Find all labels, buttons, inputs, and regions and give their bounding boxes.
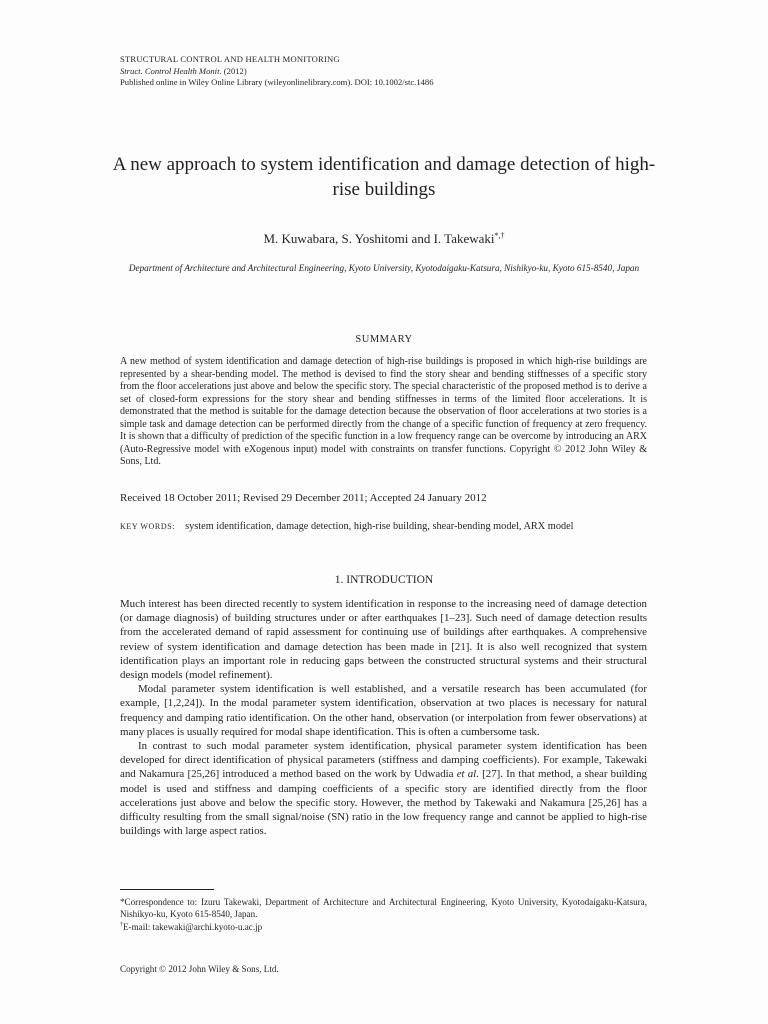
- author-names: M. Kuwabara, S. Yoshitomi and I. Takewaki: [263, 231, 495, 246]
- footnotes: [120, 897, 647, 934]
- author-marks: *,†: [494, 231, 505, 240]
- keywords-label: KEY WORDS:: [120, 522, 176, 531]
- introduction-body: [120, 597, 647, 838]
- journal-citation: [120, 66, 660, 78]
- received-dates: Received 18 October 2011; Revised 29 December 2011; Accepted 24 January 2012: [120, 492, 487, 504]
- intro-paragraph-1: Much interest has been directed recently to system identification in response to the increasing need of damage detection (or damage diagnosis) of building structures under or after earthquakes [1–23]. Such need of damage detection results from the accelerated demand of rapid assessment for continuing use of buildings after earthquakes. A comprehensive review of system identification and damage detection has been made in [21]. It is also well recognized that system identification plays an important role in reducing gaps between the constructed structural systems and their structural design models (model refinement).: [120, 598, 647, 682]
- intro-paragraph-3-part-a: In contrast to such modal parameter system identification, physical parameter system identification has been developed for direct identification of physical parameters (stiffness and damping coefficients). For example, Takewaki and Nakamura [25,26] introduced a method based on the work by Udwadia: [120, 740, 647, 781]
- keywords: [120, 520, 647, 534]
- email-footnote: [120, 920, 647, 934]
- journal-abbrev: Struct. Control Health Monit.: [120, 65, 222, 76]
- affiliation: Department of Architecture and Architectural Engineering, Kyoto University, Kyotodaigaku-Katsura, Nishikyo-ku, Kyoto 615-8540, Japan: [128, 263, 640, 273]
- journal-name: STRUCTURAL CONTROL AND HEALTH MONITORING: [120, 54, 340, 64]
- keywords-text: system identification, damage detection, high-rise building, shear-bending model, ARX model: [185, 521, 574, 532]
- intro-paragraph-3-part-b: [27]. In that method, a shear building model is used and stiffness and damping coefficients of a specific story are identified directly from the floor accelerations just above and below the specific story. However, the method by Takewaki and Nakamura [25,26] has a difficulty resulting from the small signal/noise (SN) ratio in the low frequency range and cannot be applied to high-rise buildings with large aspect ratios.: [120, 768, 647, 838]
- authors: [100, 228, 668, 247]
- intro-paragraph-2: Modal parameter system identification is well established, and a versatile research has been accumulated (for example, [1,2,24]). In the modal parameter system identification, observation at two places is necessary for natural frequency and damping ratio identification. On the other hand, observation (or interpolation from fewer observations) at many places is usually required for modal shape identification. This is often a cumbersome task.: [120, 683, 647, 738]
- intro-paragraph-3: [120, 739, 647, 838]
- journal-year: (2012): [223, 65, 247, 76]
- footnote-rule: [120, 889, 214, 890]
- email-mark: †: [120, 922, 123, 929]
- paper-title: A new approach to system identification and damage detection of high-rise buildings: [112, 154, 656, 200]
- copyright-notice: Copyright © 2012 John Wiley & Sons, Ltd.: [120, 964, 279, 974]
- email-text: E-mail: takewaki@archi.kyoto-u.ac.jp: [123, 922, 263, 933]
- intro-paragraph-3-etal: et al.: [456, 768, 479, 781]
- published-line: Published online in Wiley Online Library (wileyonlinelibrary.com). DOI: 10.1002/stc.1486: [120, 77, 434, 87]
- correspondence-footnote: *Correspondence to: Izuru Takewaki, Department of Architecture and Architectural Engineering, Kyoto University, Kyotodaigaku-Katsura, Nishikyo-ku, Kyoto 615-8540, Japan.: [120, 897, 647, 919]
- summary-text: A new method of system identification and damage detection of high-rise buildings is proposed in which high-rise buildings are represented by a shear-bending model. The method is devised to find the story shear and bending stiffnesses of a specific story from the floor accelerations just above and below the specific story. The special characteristic of the proposed method is to derive a set of closed-form expressions for the story shear and bending stiffnesses in terms of the limited floor accelerations. It is demonstrated that the method is suitable for the damage detection because the observation of floor accelerations at two stories is a simple task and damage detection can be performed directly from the change of a specific function of frequency at zero frequency. It is shown that a difficulty of prediction of the specific function in a low frequency range can be overcome by introducing an ARX (Auto-Regressive model with eXogenous input) model with constraints on transfer functions. Copyright © 2012 John Wiley & Sons, Ltd.: [120, 356, 647, 467]
- journal-header: [120, 54, 660, 89]
- introduction-heading: 1. INTRODUCTION: [334, 574, 434, 586]
- summary-heading: SUMMARY: [355, 334, 413, 345]
